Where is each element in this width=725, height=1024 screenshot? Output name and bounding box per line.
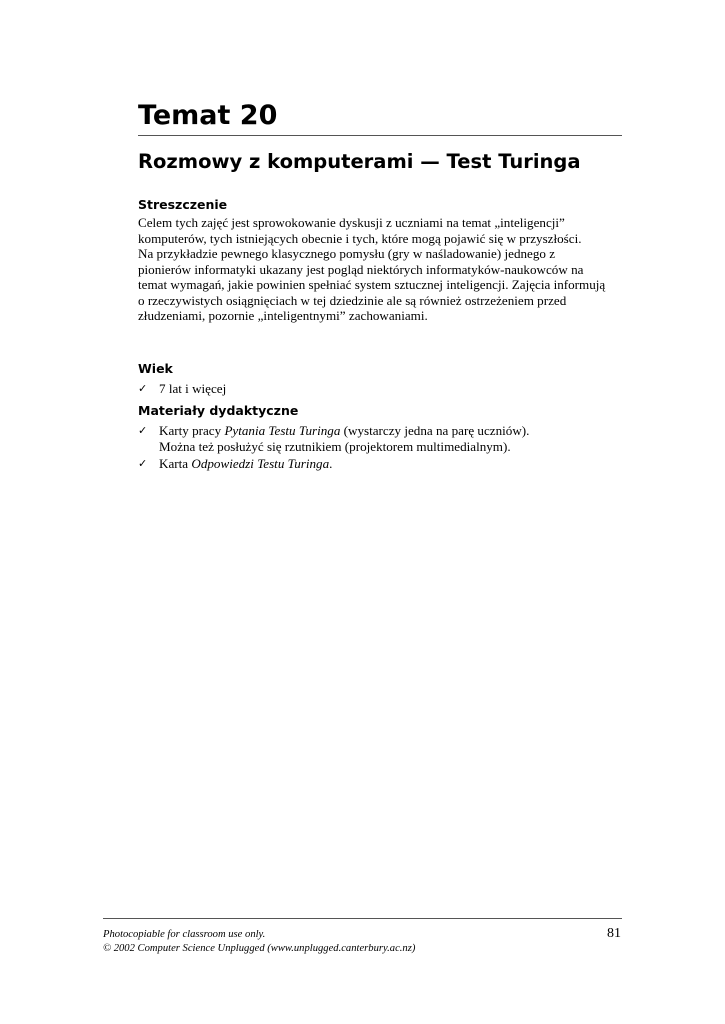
summary-heading: Streszczenie [138, 197, 228, 212]
age-value: 7 lat i więcej [159, 381, 227, 396]
footer-copy-notice: Photocopiable for classroom use only. [103, 929, 266, 940]
materials-heading: Materiały dydaktyczne [138, 403, 299, 418]
summary-line: Celem tych zajęć jest sprowokowanie dyskusji z uczniami na temat „inteligencji” [138, 215, 565, 230]
list-item [138, 456, 529, 472]
page-number: 81 [607, 926, 621, 941]
lesson-subtitle: Rozmowy z komputerami — Test Turinga [138, 150, 581, 173]
answer-sheet-title: Odpowiedzi Testu Turinga [191, 456, 330, 471]
list-item [138, 381, 226, 397]
list-item [138, 423, 529, 454]
materials-item-line [159, 456, 529, 472]
summary-line: o rzeczywistych osiągnięciach w tej dziedzinie ale są również ostrzeżeniem przed [138, 292, 567, 308]
materials-item-line [159, 423, 529, 439]
summary-line: komputerów, tych istniejących obecnie i tych, które mogą pojawić się w przyszłości. [138, 230, 582, 246]
checkmark-icon: ✓ [138, 457, 148, 470]
title-divider [138, 135, 622, 136]
checkmark-icon: ✓ [138, 382, 148, 395]
materials-item-prefix: Karta [159, 456, 192, 471]
materials-item-suffix: (wystarczy jedna na parę uczniów). [340, 423, 530, 438]
summary-line: złudzeniami, pozornie „inteligentnymi” zachowaniami. [138, 308, 428, 323]
age-heading: Wiek [138, 361, 173, 376]
summary-paragraph [138, 215, 622, 324]
summary-line: Na przykładzie pewnego klasycznego pomysłu (gry w naśladowanie) jednego z [138, 246, 556, 261]
checkmark-icon: ✓ [138, 424, 148, 437]
materials-item-suffix: . [329, 456, 333, 471]
footer-copyright: © 2002 Computer Science Unplugged (www.unplugged.canterbury.ac.nz) [103, 943, 416, 954]
age-list [138, 381, 226, 399]
materials-item-prefix: Karty pracy [159, 423, 225, 438]
materials-list [138, 423, 529, 474]
footer-divider [103, 918, 622, 919]
materials-item-note: Można też posłużyć się rzutnikiem (projektorem multimedialnym). [159, 438, 511, 454]
summary-line: pionierów informatyki ukazany jest pogląd niektórych informatyków-naukowców na [138, 261, 584, 277]
summary-line: temat wymagań, jakie powinien spełniać system sztucznej inteligencji. Zajęcia informują [138, 277, 606, 292]
chapter-title: Temat 20 [138, 100, 278, 131]
worksheet-title: Pytania Testu Turinga [224, 423, 341, 438]
